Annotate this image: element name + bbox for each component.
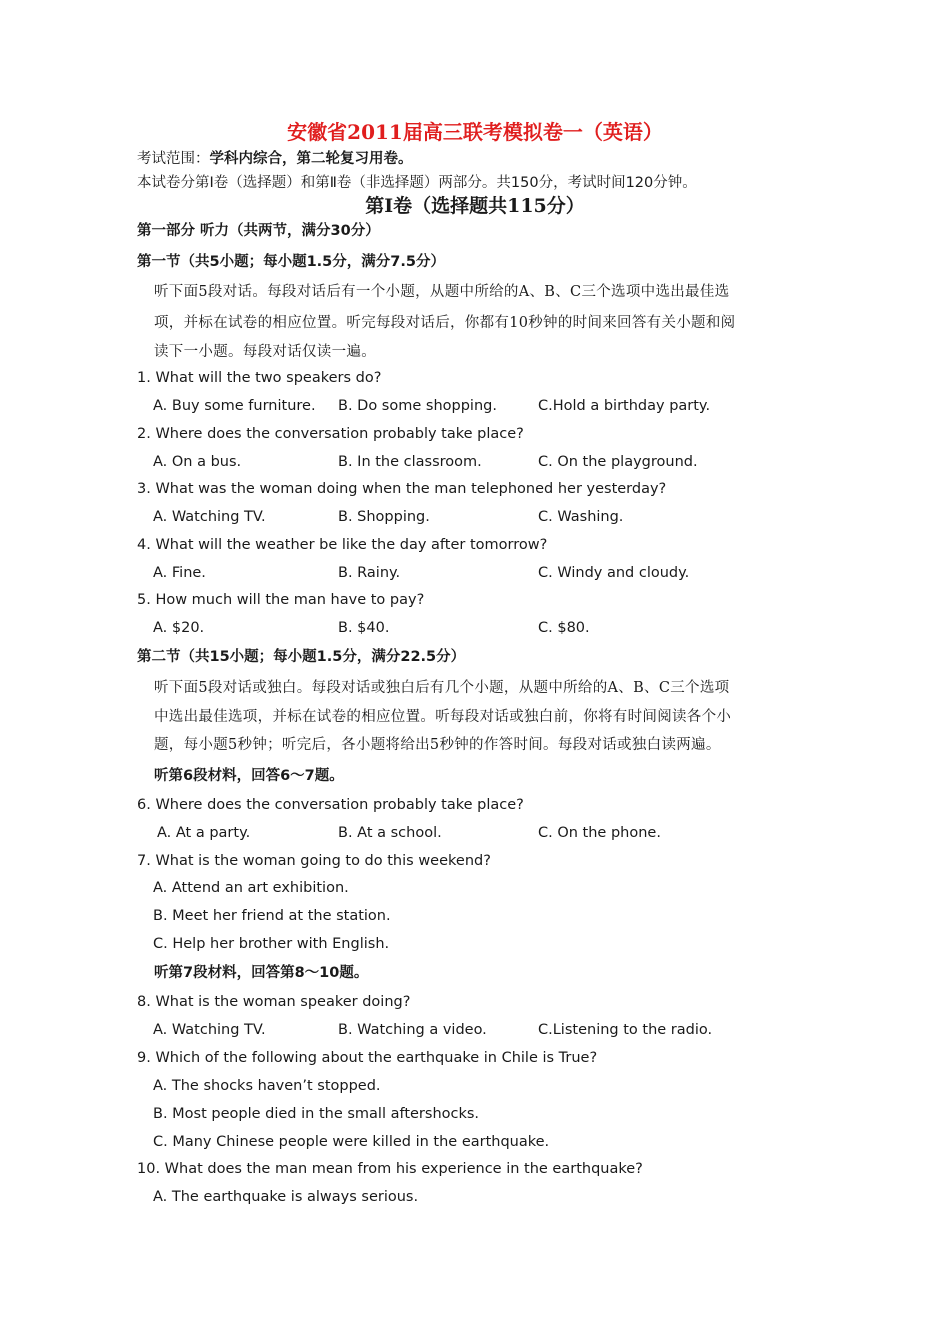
- instruction-line: 题，每小题5秒钟；听完后，各小题将给出5秒钟的作答时间。每段对话或独白读两遍。: [154, 737, 721, 753]
- option-a: A. Buy some furniture.: [153, 398, 316, 414]
- material-heading: 听第6段材料，回答6～7题。: [154, 768, 344, 784]
- option-b: B. At a school.: [338, 825, 442, 841]
- option-c: C. Many Chinese people were killed in the earthquake.: [153, 1134, 550, 1150]
- option-b: B. $40.: [338, 620, 390, 636]
- option-c: C. $80.: [538, 620, 590, 636]
- question-text: 10. What does the man mean from his experience in the earthquake?: [137, 1161, 643, 1177]
- option-c: C. Windy and cloudy.: [538, 565, 690, 581]
- section-title: 第一节（共5小题；每小题1.5分，满分7.5分）: [137, 254, 445, 270]
- option-b: B. Meet her friend at the station.: [153, 908, 391, 924]
- exam-intro: 本试卷分第Ⅰ卷（选择题）和第Ⅱ卷（非选择题）两部分。共150分，考试时间120分钟。: [137, 175, 697, 191]
- option-a: A. Attend an art exhibition.: [153, 880, 349, 896]
- question-text: 4. What will the weather be like the day after tomorrow?: [137, 537, 548, 553]
- option-b: B. Shopping.: [338, 509, 430, 525]
- option-a: A. At a party.: [157, 825, 251, 841]
- option-a: A. Watching TV.: [153, 509, 266, 525]
- option-a: A. The earthquake is always serious.: [153, 1189, 419, 1205]
- question-text: 6. Where does the conversation probably take place?: [137, 797, 524, 813]
- option-a: A. Watching TV.: [153, 1022, 266, 1038]
- option-c: C.Listening to the radio.: [538, 1022, 713, 1038]
- question-text: 2. Where does the conversation probably take place?: [137, 426, 524, 442]
- option-a: A. $20.: [153, 620, 205, 636]
- option-c: C.Hold a birthday party.: [538, 398, 711, 414]
- option-b: B. Most people died in the small aftershocks.: [153, 1106, 480, 1122]
- part-title: 第一部分 听力（共两节，满分30分）: [137, 223, 380, 239]
- question-text: 8. What is the woman speaker doing?: [137, 994, 411, 1010]
- instruction-line: 中选出最佳选项，并标在试卷的相应位置。听每段对话或独白前，你将有时间阅读各个小: [154, 709, 732, 725]
- instruction-line: 听下面5段对话或独白。每段对话或独白后有几个小题，从题中所给的A、B、C三个选项: [154, 680, 730, 696]
- question-text: 5. How much will the man have to pay?: [137, 592, 425, 608]
- volume-title: 第Ⅰ卷（选择题共115分）: [365, 195, 585, 217]
- option-b: B. Rainy.: [338, 565, 401, 581]
- instruction-line: 项，并标在试卷的相应位置。听完每段对话后，你都有10秒钟的时间来回答有关小题和阅: [154, 315, 736, 331]
- exam-scope: [137, 149, 413, 169]
- option-b: B. Do some shopping.: [338, 398, 497, 414]
- question-text: 1. What will the two speakers do?: [137, 370, 382, 386]
- scope-value: 学科内综合，第二轮复习用卷。: [209, 151, 413, 167]
- option-c: C. Washing.: [538, 509, 624, 525]
- question-text: 9. Which of the following about the earthquake in Chile is True?: [137, 1050, 598, 1066]
- material-heading: 听第7段材料，回答第8～10题。: [154, 965, 369, 981]
- option-b: B. In the classroom.: [338, 454, 482, 470]
- option-a: A. The shocks haven’t stopped.: [153, 1078, 381, 1094]
- option-c: C. Help her brother with English.: [153, 936, 390, 952]
- option-c: C. On the playground.: [538, 454, 698, 470]
- question-text: 7. What is the woman going to do this weekend?: [137, 853, 491, 869]
- exam-title: 安徽省2011届高三联考模拟卷一（英语）: [287, 120, 663, 144]
- option-a: A. Fine.: [153, 565, 206, 581]
- question-text: 3. What was the woman doing when the man telephoned her yesterday?: [137, 481, 667, 497]
- option-c: C. On the phone.: [538, 825, 661, 841]
- instruction-line: 听下面5段对话。每段对话后有一个小题，从题中所给的A、B、C三个选项中选出最佳选: [154, 284, 730, 300]
- section-title: 第二节（共15小题；每小题1.5分，满分22.5分）: [137, 649, 466, 665]
- scope-label: 考试范围：: [137, 151, 210, 167]
- option-a: A. On a bus.: [153, 454, 242, 470]
- option-b: B. Watching a video.: [338, 1022, 487, 1038]
- instruction-line: 读下一小题。每段对话仅读一遍。: [154, 344, 376, 360]
